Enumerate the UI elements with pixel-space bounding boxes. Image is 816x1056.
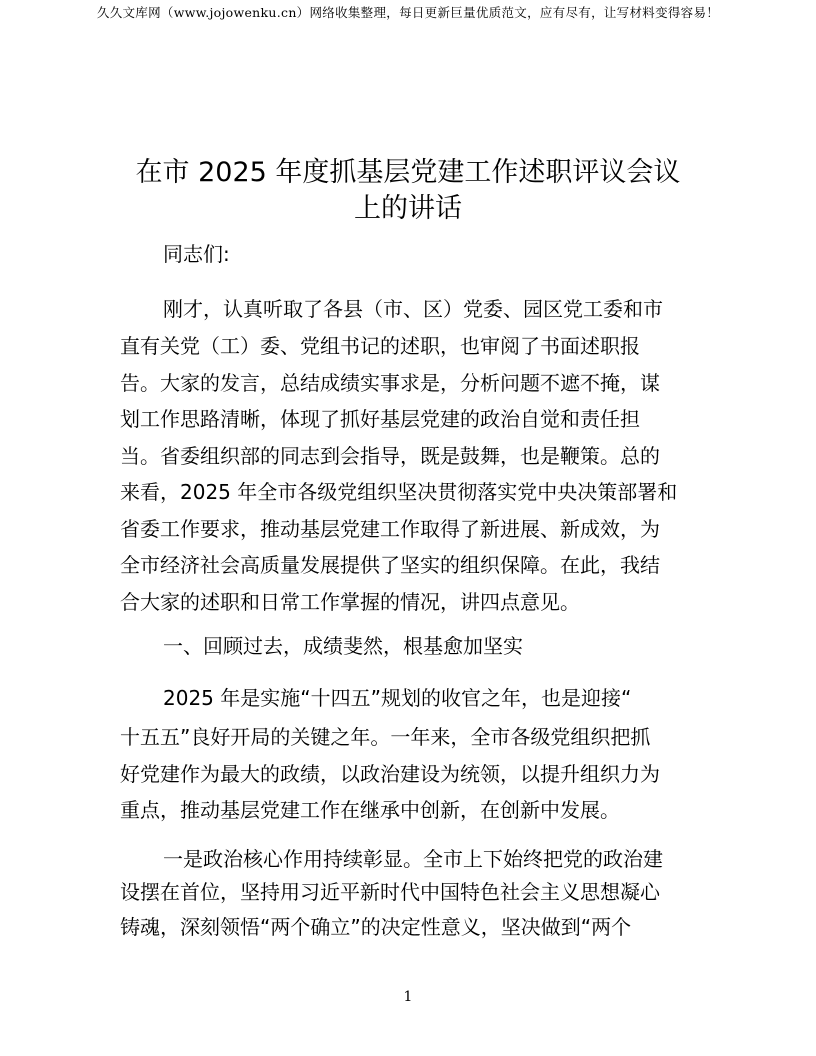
paragraph-line: 一是政治核心作用持续彰显。全市上下始终把党的政治建 (163, 847, 663, 871)
paragraph-line: 刚才，认真听取了各县（市、区）党委、园区党工委和市 (163, 297, 663, 321)
salutation: 同志们: (163, 242, 230, 266)
document-title-line-1: 在市 2025 年度抓基层党建工作述职评议会议 (135, 157, 681, 188)
paragraph-line: 十五五”良好开局的关键之年。一年来，全市各级党组织把抓 (120, 725, 651, 749)
paragraph-line: 重点，推动基层党建工作在继承中创新，在创新中发展。 (120, 798, 620, 822)
document-title-line-2: 上的讲话 (354, 193, 462, 224)
paragraph-line: 当。省委组织部的同志到会指导，既是鼓舞，也是鞭策。总的 (120, 444, 660, 468)
source-watermark: 久久文库网（www.jojowenku.cn）网络收集整理，每日更新巨量优质范文，应有尽有，让写材料变得容易！ (96, 5, 720, 20)
paragraph-line: 设摆在首位，坚持用习近平新时代中国特色社会主义思想凝心 (120, 880, 660, 904)
section-heading: 一、回顾过去，成绩斐然，根基愈加坚实 (163, 634, 523, 658)
paragraph-line: 直有关党（工）委、党组书记的述职，也审阅了书面述职报 (120, 334, 640, 358)
paragraph-line: 来看，2025 年全市各级党组织坚决贯彻落实党中央决策部署和 (120, 480, 678, 504)
paragraph-line: 好党建作为最大的政绩，以政治建设为统领，以提升组织力为 (120, 762, 660, 786)
paragraph-line: 2025 年是实施“十四五”规划的收官之年，也是迎接“ (163, 686, 632, 710)
paragraph-line: 铸魂，深刻领悟“两个确立”的决定性意义，坚决做到“两个 (120, 915, 632, 939)
paragraph-line: 划工作思路清晰，体现了抓好基层党建的政治自觉和责任担 (120, 407, 640, 431)
paragraph-line: 省委工作要求，推动基层党建工作取得了新进展、新成效，为 (120, 517, 660, 541)
page-number: 1 (403, 989, 413, 1005)
paragraph-line: 合大家的述职和日常工作掌握的情况，讲四点意见。 (120, 590, 580, 614)
paragraph-line: 告。大家的发言，总结成绩实事求是，分析问题不遮不掩，谋 (120, 371, 660, 395)
paragraph-line: 全市经济社会高质量发展提供了坚实的组织保障。在此，我结 (120, 553, 660, 577)
